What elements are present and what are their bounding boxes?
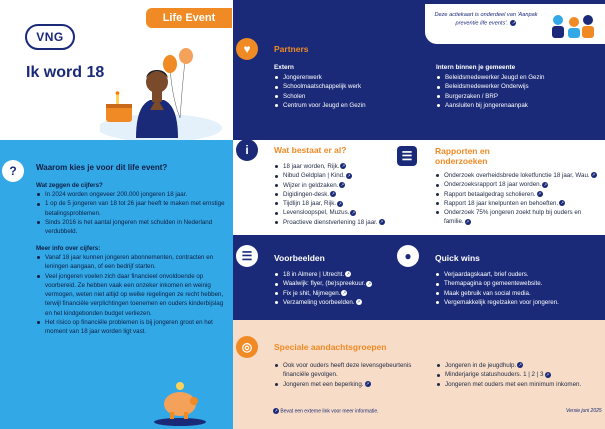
cijfers-heading: Wat zeggen de cijfers? bbox=[36, 182, 103, 189]
list-item[interactable]: 18 in Almere | Utrecht. ↗ bbox=[274, 270, 392, 279]
list-item[interactable]: Onderzoek 75% jongeren zoekt hulp bij ouders en familie. ↗ bbox=[435, 208, 601, 227]
question-icon: ? bbox=[2, 160, 24, 182]
special-heading: Speciale aandachtsgroepen bbox=[274, 342, 387, 352]
list-item: Burgerzaken / BRP bbox=[436, 92, 601, 101]
external-link-icon: ↗ bbox=[465, 218, 470, 224]
external-link-icon: ↗ bbox=[351, 209, 356, 215]
list-item: Themapagina op gemeentewebsite. bbox=[435, 279, 601, 288]
external-link-icon: ↗ bbox=[342, 289, 347, 295]
extern-list bbox=[274, 73, 424, 110]
list-item: Jongeren met ouders met een minimum inkomen. bbox=[436, 380, 596, 389]
list-item: Het risico op financiële problemen is bij jongeren groot en het moment van 18 jaar worden ligt vast. bbox=[36, 318, 226, 337]
rapporten-panel bbox=[393, 140, 605, 235]
document-icon: ☰ bbox=[397, 146, 417, 166]
life-event-tab: Life Event bbox=[146, 8, 232, 28]
list-item: Scholen bbox=[274, 92, 424, 101]
external-link-icon: ↗ bbox=[543, 181, 548, 187]
external-link-icon: ↗ bbox=[379, 219, 384, 225]
external-link-icon: ↗ bbox=[511, 19, 516, 25]
meer-heading: Meer info over cijfers: bbox=[36, 245, 101, 252]
info-icon: i bbox=[236, 140, 258, 161]
quick-wins-list bbox=[435, 270, 601, 307]
list-item: Jongerenwerk bbox=[274, 73, 424, 82]
why-heading: Waarom kies je voor dit life event? bbox=[36, 163, 168, 172]
version-label: Versie juni 2025 bbox=[566, 408, 602, 414]
lightbulb-icon: ● bbox=[397, 245, 419, 267]
external-link-icon: ↗ bbox=[367, 280, 371, 286]
list-item[interactable]: Digidingen-desk. ↗ bbox=[274, 190, 392, 199]
partners-heading: Partners bbox=[274, 44, 309, 54]
list-item: Schoolmaatschappelijk werk bbox=[274, 82, 424, 91]
intern-heading: Intern binnen je gemeente bbox=[436, 64, 516, 71]
external-link-icon: ↗ bbox=[545, 371, 550, 377]
list-item: Beleidsmedewerker Jeugd en Gezin bbox=[436, 73, 601, 82]
external-link-icon: ↗ bbox=[340, 181, 345, 187]
people-illustration bbox=[544, 12, 600, 40]
list-item[interactable]: 18 jaar worden, Rijk. ↗ bbox=[274, 162, 392, 171]
list-item: Beleidsmedewerker Onderwijs bbox=[436, 82, 601, 91]
external-link-icon: ↗ bbox=[338, 200, 342, 206]
list-item: Maak gebruik van social media. bbox=[435, 289, 601, 298]
external-link-icon: ↗ bbox=[347, 172, 351, 178]
list-item[interactable]: Onderzoek overheidsbrede loketfunctie 18 jaar, Wau. ↗ bbox=[435, 171, 601, 180]
footer-note: ↗ Bevat een externe link voor meer informatie. bbox=[274, 408, 379, 415]
special-right-list bbox=[436, 361, 596, 389]
external-link-icon: ↗ bbox=[274, 408, 278, 413]
list-item[interactable]: Fix je shit, Nijmegen. ↗ bbox=[274, 289, 392, 298]
list-item[interactable]: Onderzoeksrapport 18 jaar worden. ↗ bbox=[435, 180, 601, 189]
external-link-icon: ↗ bbox=[560, 200, 564, 206]
wat-list bbox=[274, 162, 392, 227]
voorbeelden-list bbox=[274, 270, 392, 307]
external-link-icon: ↗ bbox=[518, 362, 522, 368]
piggy-bank-illustration bbox=[150, 376, 210, 426]
voorbeelden-heading: Voorbeelden bbox=[274, 253, 325, 263]
cijfers-list bbox=[36, 190, 226, 236]
external-link-icon: ↗ bbox=[331, 191, 335, 197]
why-panel bbox=[0, 140, 233, 429]
external-link-icon: ↗ bbox=[341, 163, 346, 169]
intern-list bbox=[436, 73, 601, 110]
list-item[interactable]: Rapport 18 jaar knelpunten en behoeften. ↗ bbox=[435, 199, 601, 208]
list-item[interactable]: Jongeren met een beperking. ↗ bbox=[274, 380, 424, 389]
birthday-illustration bbox=[100, 48, 230, 140]
list-item: Centrum voor Jeugd en Gezin bbox=[274, 101, 424, 110]
rapporten-heading-2: onderzoeken bbox=[435, 156, 488, 166]
quick-wins-panel bbox=[393, 235, 605, 320]
list-item: Sinds 2016 is het aantal jongeren met schulden in Nederland verdubbeld. bbox=[36, 218, 226, 237]
list-item: In 2024 worden ongeveer 200.000 jongeren 18 jaar. bbox=[36, 190, 226, 199]
list-item: Vanaf 18 jaar kunnen jongeren abonnementen, contracten en leningen aangaan, of een bedrijf starten. bbox=[36, 253, 226, 272]
wat-panel bbox=[233, 140, 393, 235]
wat-heading: Wat bestaat er al? bbox=[274, 145, 347, 155]
list-item[interactable]: Proactieve dienstverlening 18 jaar. ↗ bbox=[274, 218, 392, 227]
notice-text[interactable]: Deze actiekaart is onderdeel van 'Aanpak preventie life events'. ↗ bbox=[434, 12, 538, 26]
list-item: 1 op de 5 jongeren van 18 tot 26 jaar heeft te maken met ernstige betalingsproblemen. bbox=[36, 199, 226, 218]
list-item: Veel jongeren voelen zich daar financieel onvoldoende op voorbereid. Ze hebben vaak een onzeker inkomen en weinig vermogen, weten niet altijd op welke regelingen ze recht hebben, terwijl financiële verplichtingen toenemen en ouders kinderbijslag en het kindgebonden budget verliezen. bbox=[36, 272, 226, 318]
rapporten-list bbox=[435, 171, 601, 227]
list-item[interactable]: Rapport betaalgedrag scholieren. ↗ bbox=[435, 190, 601, 199]
list-item[interactable]: Verzameling voorbeelden. ↗ bbox=[274, 298, 392, 307]
vng-logo: VNG bbox=[25, 24, 75, 50]
list-item: Vergemakkelijk regelzaken voor jongeren. bbox=[435, 298, 601, 307]
list-item[interactable]: Tijdlijn 18 jaar, Rijk. ↗ bbox=[274, 199, 392, 208]
external-link-icon: ↗ bbox=[365, 380, 370, 386]
external-link-icon: ↗ bbox=[346, 271, 350, 277]
quick-wins-heading: Quick wins bbox=[435, 253, 480, 263]
handshake-icon: ♥ bbox=[236, 38, 258, 60]
list-item[interactable]: Minderjarige statushouders. 1 | 2 | 3 ↗ bbox=[436, 370, 596, 379]
meer-list bbox=[36, 253, 226, 337]
external-link-icon: ↗ bbox=[537, 190, 542, 196]
list-item[interactable]: Waalwijk: flyer, (be)spreekuur. ↗ bbox=[274, 279, 392, 288]
rapporten-heading-1: Rapporten en bbox=[435, 146, 490, 156]
special-left-list bbox=[274, 361, 424, 389]
list-item[interactable]: Nibud Geldplan | Kind. ↗ bbox=[274, 171, 392, 180]
list-item[interactable]: Jongeren in de jeugdhulp. ↗ bbox=[436, 361, 596, 370]
list-item: Aansluiten bij jongerenaanpak bbox=[436, 101, 601, 110]
extern-heading: Extern bbox=[274, 64, 294, 71]
list-item[interactable]: Levensloopspel, Muzus. ↗ bbox=[274, 208, 392, 217]
external-link-icon: ↗ bbox=[591, 172, 596, 178]
list-item[interactable]: Wijzer in geldzaken. ↗ bbox=[274, 181, 392, 190]
list-item: Ook voor ouders heeft deze levensgebeurtenis financiële gevolgen. bbox=[274, 361, 424, 380]
list-item: Verjaardagskaart, brief ouders. bbox=[435, 270, 601, 279]
voorbeelden-panel bbox=[233, 235, 393, 320]
hero-panel bbox=[0, 0, 233, 140]
target-group-icon: ◎ bbox=[236, 336, 258, 358]
external-link-icon: ↗ bbox=[356, 299, 361, 305]
list-icon: ☰ bbox=[236, 245, 258, 267]
page-title: Ik word 18 bbox=[26, 64, 105, 81]
